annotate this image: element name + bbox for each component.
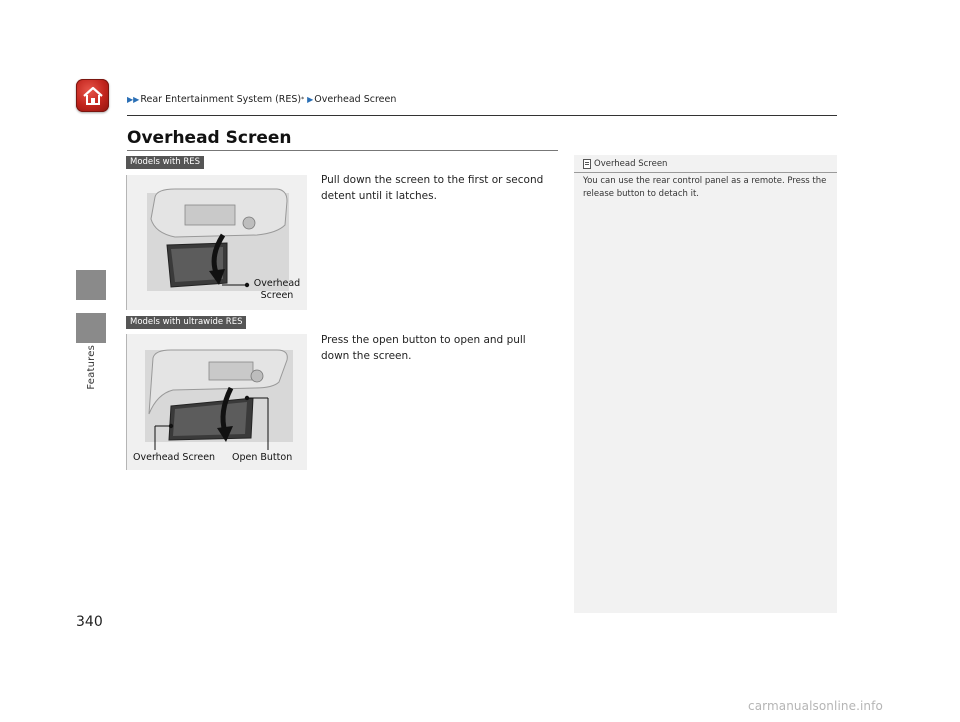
instruction-res: Pull down the screen to the first or second detent until it latches.	[321, 174, 544, 202]
ultrawide-screen-illustration	[126, 334, 307, 470]
header-divider	[127, 115, 837, 116]
breadcrumb-part1[interactable]: Rear Entertainment System (RES)	[140, 94, 302, 105]
callout-overhead-screen-ultrawide: Overhead Screen	[133, 452, 216, 463]
breadcrumb-asterisk: *	[301, 96, 305, 103]
breadcrumb	[127, 94, 396, 105]
triangle-right-icon: ▶▶	[127, 95, 140, 104]
note-icon	[583, 159, 591, 169]
callout-overhead-screen: Overhead Screen	[253, 278, 301, 301]
triangle-right-icon: ▶	[307, 95, 314, 104]
page-number: 340	[76, 614, 103, 630]
note-panel	[574, 155, 837, 613]
note-heading-label: Overhead Screen	[594, 159, 668, 169]
note-divider	[574, 172, 837, 173]
note-heading[interactable]	[583, 159, 667, 169]
sidebar-tab[interactable]	[76, 270, 106, 300]
home-icon	[81, 85, 105, 107]
breadcrumb-part2[interactable]: Overhead Screen	[314, 94, 397, 105]
model-tag-res: Models with RES	[126, 156, 204, 169]
sidebar-section-label: Features	[85, 345, 97, 390]
watermark: carmanualsonline.info	[748, 699, 883, 713]
note-text: You can use the rear control panel as a remote. Press the release button to detach it.	[583, 176, 827, 199]
instruction-ultrawide-res: Press the open button to open and pull down the screen.	[321, 334, 526, 362]
callout-open-button: Open Button	[232, 452, 293, 463]
title-divider	[127, 150, 558, 151]
page-title: Overhead Screen	[127, 128, 292, 148]
home-button[interactable]	[76, 79, 109, 112]
sidebar-tab-features[interactable]	[76, 313, 106, 343]
model-tag-ultrawide-res: Models with ultrawide RES	[126, 316, 246, 329]
